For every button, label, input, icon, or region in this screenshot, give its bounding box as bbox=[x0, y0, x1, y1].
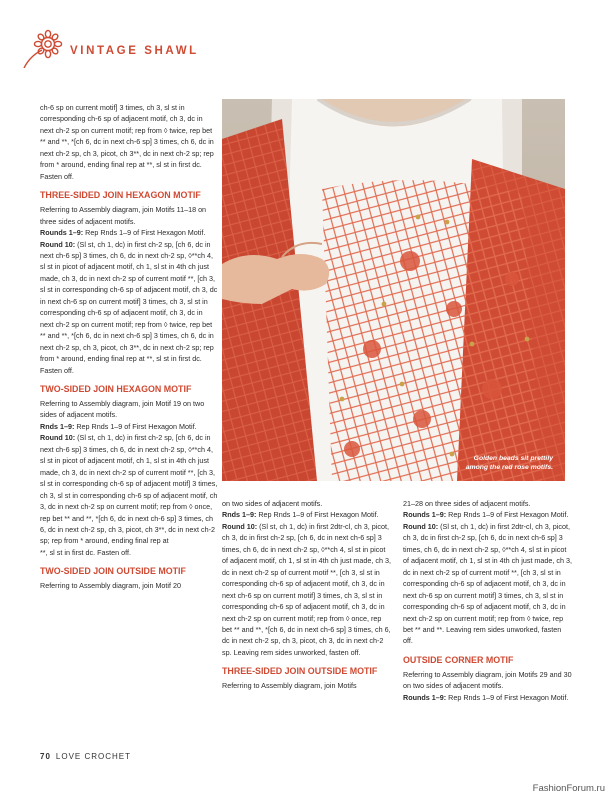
paragraph bbox=[222, 521, 392, 658]
section-heading: THREE-SIDED JOIN OUTSIDE MOTIF bbox=[222, 666, 378, 677]
paragraph bbox=[403, 509, 573, 520]
paragraph: Referring to Assembly diagram, join Motifs 11–18 on three sides of adjacent motifs. bbox=[40, 205, 207, 226]
paragraph: Referring to Assembly diagram, join Motifs 29 and 30 on two sides of adjacent motifs. bbox=[403, 669, 572, 691]
paragraph: on two sides of adjacent motifs. bbox=[222, 499, 323, 508]
paragraph: Referring to Assembly diagram, join Motif 20 bbox=[40, 581, 182, 591]
round-label: Rnds 1–9: bbox=[222, 510, 257, 520]
round-text: Rep Rnds 1–9 of First Hexagon Motif. bbox=[256, 510, 379, 520]
round-text: Rep Rnds 1–9 of First Hexagon Motif. bbox=[83, 228, 206, 238]
round-label: Round 10: bbox=[403, 521, 439, 531]
round-label: Round 10: bbox=[40, 433, 76, 443]
round-text: (Sl st, ch 1, dc) in first ch-2 sp, [ch 6, dc in next ch-6 sp] 3 times, ch 6, dc in next ch-2 sp, ◊**ch 4, sl st in picot of adjacent motif, ch 1, sl st in 4th ch just made, ch 3, dc in next ch-2 sp of current motif **, [ch 3, sl st in corresponding ch-6 sp of adjacent motif, ch 3, dc in next ch-6 sp on current motif] 3 times, ch 3, sl st in corresponding ch-6 sp of adjacent motif, ch 3, dc in next ch-2 sp on current motif; rep from ◊ twice, rep bet ** and **, *[ch 6, dc in next ch-6 sp] 3 times, ch 6, dc in next ch-2 sp, ch 3, picot, ch 3**, dc in next ch-2 sp; rep from * around, ending final rep at **, sl st in first dc. Fasten off. bbox=[40, 239, 218, 375]
section-heading: OUTSIDE CORNER MOTIF bbox=[403, 654, 514, 665]
paragraph: **, sl st in first dc. Fasten off. bbox=[40, 547, 131, 557]
paragraph bbox=[40, 239, 218, 376]
round-label: Rnds 1–9: bbox=[40, 421, 75, 431]
round-text: Rep Rnds 1–9 of First Hexagon Motif. bbox=[446, 510, 569, 520]
magazine-name: LOVE CROCHET bbox=[55, 752, 132, 761]
round-label: Rounds 1–9: bbox=[40, 228, 84, 238]
text-column-2 bbox=[222, 498, 392, 692]
shawl-photo bbox=[222, 99, 565, 481]
paragraph: 21–28 on three sides of adjacent motifs. bbox=[403, 499, 531, 508]
round-label: Rounds 1–9: bbox=[403, 692, 447, 702]
paragraph bbox=[40, 432, 218, 547]
section-title: VINTAGE SHAWL bbox=[70, 45, 199, 57]
round-label: Round 10: bbox=[40, 239, 76, 249]
text-column-3 bbox=[403, 498, 573, 703]
page-footer bbox=[40, 752, 131, 761]
flower-logo-icon bbox=[22, 28, 68, 68]
paragraph bbox=[403, 692, 573, 703]
paragraph: ch-6 sp on current motif] 3 times, ch 3, sl st in corresponding ch-6 sp of adjacent motif, ch 3, dc in next ch-2 sp on current motif; rep from ◊ twice, rep bet ** and **, *[ch 6, dc in next ch-6 sp] 3 times, ch 6, dc in next ch-2 sp, ch 3, picot, ch 3**, dc in next ch-2 sp; rep from * around, ending final rep at **, sl st in first dc. Fasten off. bbox=[40, 103, 214, 181]
paragraph: Referring to Assembly diagram, join Motif 19 on two sides of adjacent motifs. bbox=[40, 398, 205, 420]
text-column-1 bbox=[40, 102, 218, 592]
section-heading: THREE-SIDED JOIN HEXAGON MOTIF bbox=[40, 190, 201, 201]
paragraph bbox=[403, 521, 573, 647]
round-text: (Sl st, ch 1, dc) in first 2dtr-cl, ch 3, picot, ch 3, dc in first ch-2 sp, [ch 6, dc in next ch-6 sp] 3 times, ch 6, dc in next ch-2 sp, ◊**ch 4, sl st in picot of adjacent motif, ch 1, sl st in 4th ch just made, ch 3, dc in next ch-2 sp of current motif **, [ch 3, sl st in corresponding ch-6 sp of adjacent motif, ch 3, dc in next ch-6 sp on current motif] 3 times, ch 3, sl st in corresponding ch-6 sp of adjacent motif, ch 3, dc in next ch-2 sp on current motif; rep from ◊ twice, rep bet ** and **. Leaving rem sides unworked, fasten off. bbox=[403, 521, 572, 646]
paragraph bbox=[40, 421, 218, 432]
page-number: 70 bbox=[40, 752, 51, 761]
round-text: Rep Rnds 1–9 of First Hexagon Motif. bbox=[74, 421, 197, 431]
round-label: Round 10: bbox=[222, 521, 258, 531]
photo-caption: Golden beads sit prettily among the red rose motifs. bbox=[465, 455, 553, 471]
round-text: Rep Rnds 1–9 of First Hexagon Motif. bbox=[446, 692, 569, 702]
shawl-illustration bbox=[222, 99, 565, 481]
section-heading: TWO-SIDED JOIN HEXAGON MOTIF bbox=[40, 383, 192, 394]
round-text: (Sl st, ch 1, dc) in first ch-2 sp, [ch 6, dc in next ch-6 sp] 3 times, ch 6, dc in next ch-2 sp, ◊**ch 4, sl st in picot of adjacent motif, ch 1, sl st in 4th ch just made, ch 3, dc in next ch-2 sp of current motif **, [ch 3, sl st in corresponding ch-6 sp of adjacent motif] 3 times, ch 3, sl st in corresponding ch-6 sp of adjacent motif, ch 3, dc in next ch-2 sp on current motif; rep from ◊ once, rep bet ** and **, *[ch 6, dc in next ch-6 sp] 3 times, ch 6, dc in next ch-2 sp, ch 3, picot, ch 3**, dc in next ch-2 sp; rep from * around, ending final rep at bbox=[40, 433, 218, 546]
paragraph: Referring to Assembly diagram, join Motifs bbox=[222, 681, 357, 691]
paragraph bbox=[40, 227, 218, 238]
round-text: (Sl st, ch 1, dc) in first 2dtr-cl, ch 3, picot, ch 3, dc in first ch-2 sp, [ch 6, dc in next ch-6 sp] 3 times, ch 6, dc in next ch-2 sp, ◊**ch 4, sl st in picot of adjacent motif, ch 1, sl st in 4th ch just made, ch 3, dc in next ch-2 sp of current motif **, [ch 3, sl st in corresponding ch-6 sp of adjacent motif, ch 3, dc in next ch-6 sp on current motif] 3 times, ch 3, sl st in corresponding ch-6 sp of adjacent motif, ch 3, dc in next ch-2 sp on current motif; rep from ◊ once, rep bet ** and **, *[ch 6, dc in next ch-6 sp] 3 times, ch 6, dc in next ch-2 sp, ch 3, picot, ch 3, dc in next ch-2 sp. Leaving rem sides unworked, fasten off. bbox=[222, 521, 391, 657]
paragraph bbox=[222, 509, 392, 520]
watermark: FashionForum.ru bbox=[532, 783, 605, 794]
round-label: Rounds 1–9: bbox=[403, 510, 447, 520]
section-heading: TWO-SIDED JOIN OUTSIDE MOTIF bbox=[40, 566, 186, 577]
